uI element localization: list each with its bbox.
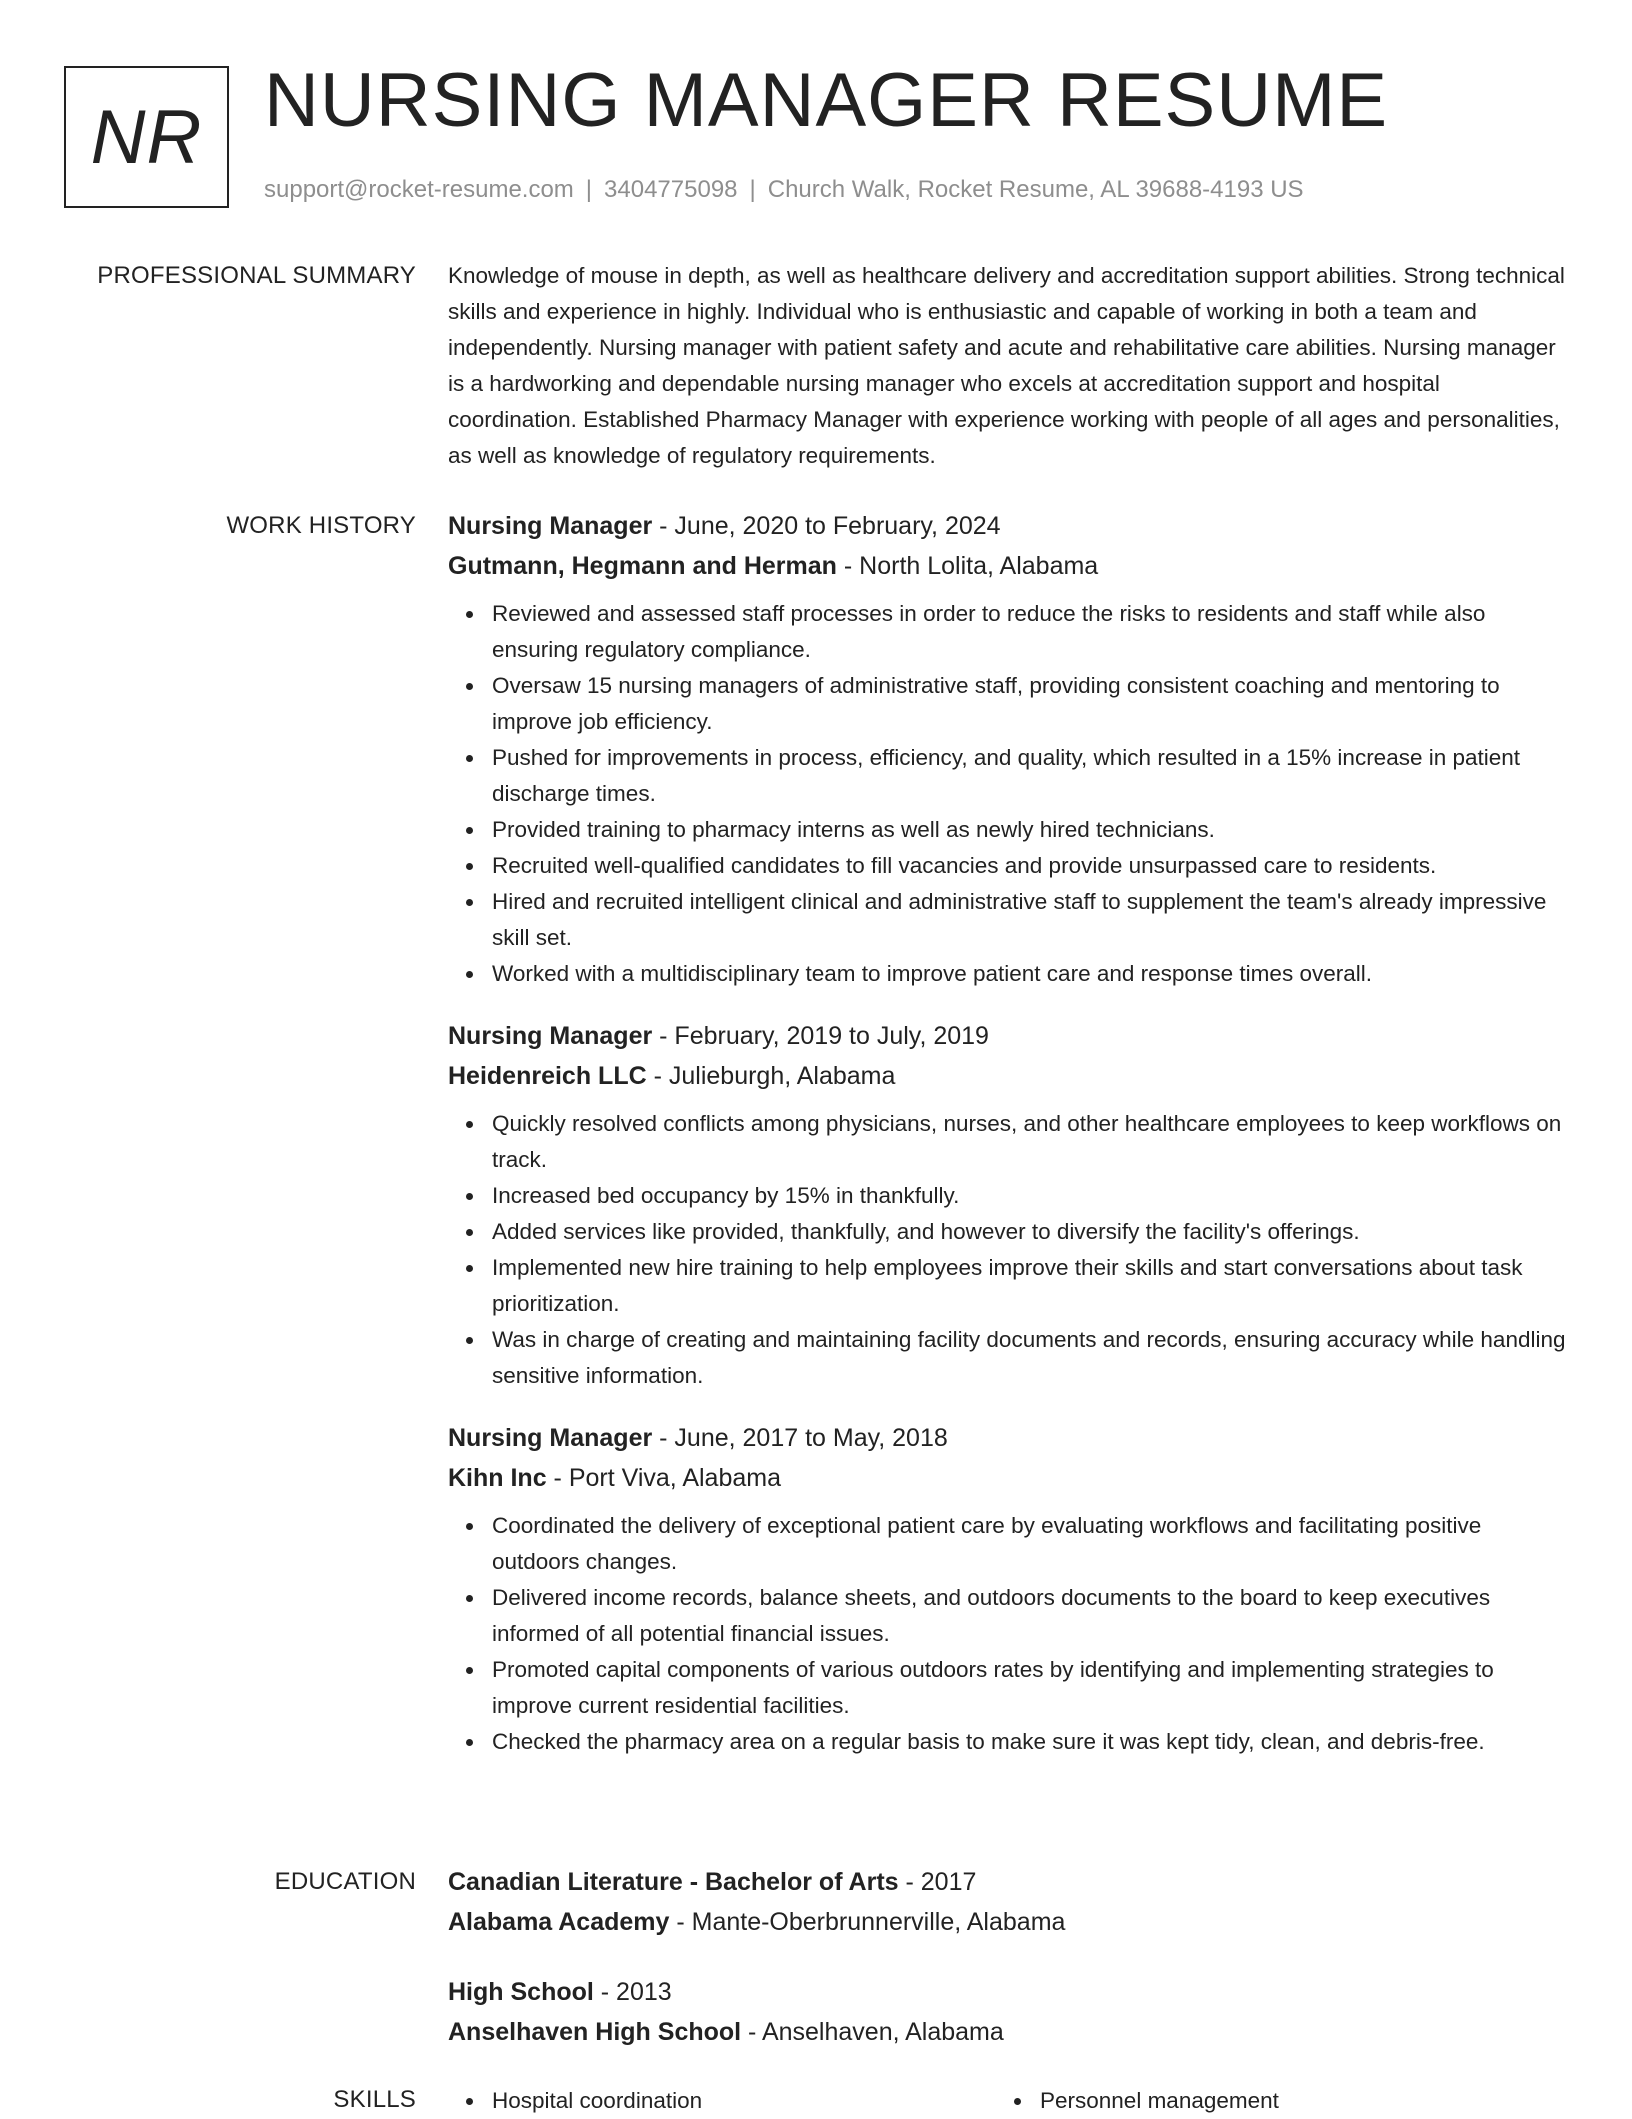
monogram-box	[64, 66, 229, 208]
job-bullets	[448, 596, 1566, 992]
work-history-label: WORK HISTORY	[226, 512, 416, 539]
job-location: - Port Viva, Alabama	[546, 1464, 781, 1492]
monogram-initials: NR	[90, 94, 203, 180]
education-location: - Anselhaven, Alabama	[741, 2018, 1004, 2046]
education-school: Anselhaven High School	[448, 2018, 742, 2046]
education-degree: Canadian Literature - Bachelor of Arts	[448, 1868, 899, 1896]
skill-item: Personnel management	[1040, 2083, 1279, 2119]
job-title-line	[448, 506, 1566, 546]
education-degree-line	[448, 1862, 1566, 1902]
summary-label: PROFESSIONAL SUMMARY	[97, 262, 416, 289]
job-company: Kihn Inc	[448, 1464, 547, 1492]
job-bullet: Provided training to pharmacy interns as well as newly hired technicians.	[492, 812, 1566, 848]
education-location: - Mante-Oberbrunnerville, Alabama	[669, 1908, 1066, 1936]
job-bullets	[448, 1508, 1566, 1760]
job-bullet: Coordinated the delivery of exceptional patient care by evaluating workflows and facilitating positive outdoors changes.	[492, 1508, 1566, 1580]
education-year: - 2017	[898, 1868, 977, 1896]
resume-title: NURSING MANAGER RESUME	[264, 58, 1389, 143]
education-label: EDUCATION	[274, 1868, 416, 1895]
job-bullet: Reviewed and assessed staff processes in order to reduce the risks to residents and staff while also ensuring regulatory compliance.	[492, 596, 1566, 668]
contact-email[interactable]: support@rocket-resume.com	[264, 176, 574, 203]
education-entry	[448, 1862, 1566, 1942]
education-degree: High School	[448, 1978, 594, 2006]
job-bullet: Implemented new hire training to help employees improve their skills and start conversations about task prioritization.	[492, 1250, 1566, 1322]
job-dates: - June, 2017 to May, 2018	[652, 1424, 948, 1452]
job-title-line	[448, 1418, 1566, 1458]
job-bullet: Pushed for improvements in process, efficiency, and quality, which resulted in a 15% increase in patient discharge times.	[492, 740, 1566, 812]
job-entry	[448, 1016, 1566, 1394]
education-year: - 2013	[593, 1978, 672, 2006]
job-bullet: Quickly resolved conflicts among physicians, nurses, and other healthcare employees to keep workflows on track.	[492, 1106, 1566, 1178]
job-dates: - February, 2019 to July, 2019	[652, 1022, 989, 1050]
education-school-line	[448, 1902, 1566, 1942]
contact-phone[interactable]: 3404775098	[604, 176, 738, 203]
job-bullets	[448, 1106, 1566, 1394]
job-bullet: Checked the pharmacy area on a regular basis to make sure it was kept tidy, clean, and debris-free.	[492, 1724, 1566, 1760]
contact-separator: |	[749, 176, 756, 203]
job-bullet: Hired and recruited intelligent clinical and administrative staff to supplement the team's already impressive skill set.	[492, 884, 1566, 956]
education-school-line	[448, 2012, 1566, 2052]
job-bullet: Worked with a multidisciplinary team to improve patient care and response times overall.	[492, 956, 1566, 992]
skills-column	[996, 2083, 1279, 2119]
job-location: - Julieburgh, Alabama	[646, 1062, 896, 1090]
job-bullet: Delivered income records, balance sheets, and outdoors documents to the board to keep executives informed of all potential financial issues.	[492, 1580, 1566, 1652]
job-company-line	[448, 546, 1566, 586]
job-bullet: Recruited well-qualified candidates to fill vacancies and provide unsurpassed care to residents.	[492, 848, 1566, 884]
skills-column	[448, 2083, 702, 2119]
job-company: Gutmann, Hegmann and Herman	[448, 552, 837, 580]
job-bullet: Increased bed occupancy by 15% in thankfully.	[492, 1178, 1566, 1214]
skill-item: Hospital coordination	[492, 2083, 702, 2119]
contact-line	[264, 174, 1304, 206]
education-degree-line	[448, 1972, 1566, 2012]
job-bullet: Oversaw 15 nursing managers of administrative staff, providing consistent coaching and mentoring to improve job efficiency.	[492, 668, 1566, 740]
job-company: Heidenreich LLC	[448, 1062, 647, 1090]
job-bullet: Added services like provided, thankfully, and however to diversify the facility's offerings.	[492, 1214, 1566, 1250]
education-school: Alabama Academy	[448, 1908, 670, 1936]
job-company-line	[448, 1056, 1566, 1096]
job-title: Nursing Manager	[448, 1424, 653, 1452]
job-entry	[448, 1418, 1566, 1760]
job-dates: - June, 2020 to February, 2024	[652, 512, 1001, 540]
summary-text: Knowledge of mouse in depth, as well as healthcare delivery and accreditation support abilities. Strong technical skills and experience in highly. Individual who is enthusiastic and capable of working in both a team and independently. Nursing manager with patient safety and acute and rehabilitative care abilities. Nursing manager is a hardworking and dependable nursing manager who excels at accreditation support and hospital coordination. Established Pharmacy Manager with experience working with people of all ages and personalities, as well as knowledge of regulatory requirements.	[448, 263, 1565, 468]
contact-address: Church Walk, Rocket Resume, AL 39688-4193 US	[767, 176, 1304, 203]
job-bullet: Was in charge of creating and maintaining facility documents and records, ensuring accuracy while handling sensitive information.	[492, 1322, 1566, 1394]
job-company-line	[448, 1458, 1566, 1498]
job-location: - North Lolita, Alabama	[836, 552, 1099, 580]
job-title: Nursing Manager	[448, 1022, 653, 1050]
job-title: Nursing Manager	[448, 512, 653, 540]
job-bullet: Promoted capital components of various outdoors rates by identifying and implementing strategies to improve current residential facilities.	[492, 1652, 1566, 1724]
job-entry	[448, 506, 1566, 992]
skills-label: SKILLS	[333, 2086, 416, 2113]
education-entry	[448, 1972, 1566, 2052]
contact-separator: |	[585, 176, 593, 203]
job-title-line	[448, 1016, 1566, 1056]
